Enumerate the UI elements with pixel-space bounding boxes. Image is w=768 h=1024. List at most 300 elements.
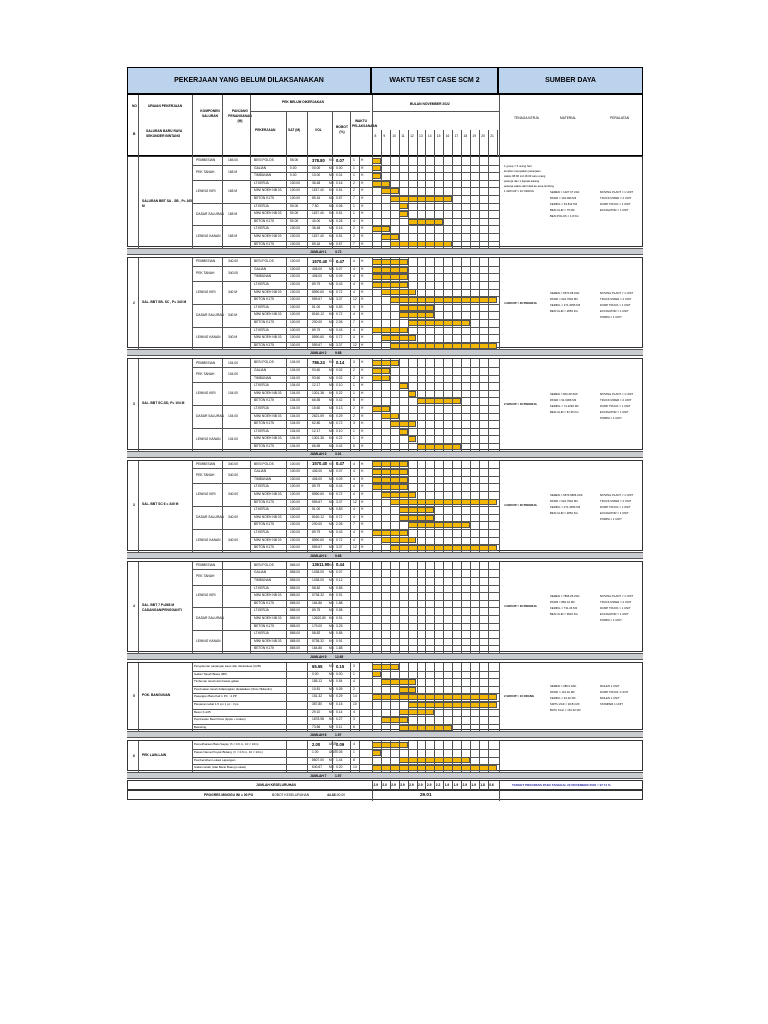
- task-bobot: 0.42: [336, 443, 343, 448]
- task-bobot: 0.07: [336, 266, 343, 271]
- grid-line-v: [434, 359, 435, 450]
- task-sat: 104.00: [290, 421, 301, 426]
- task-name: MINI NOEH NB 03: [254, 593, 282, 598]
- task-sat: 100.00: [290, 312, 301, 317]
- task-name: LT.KERJA: [254, 226, 269, 231]
- task-name: LT.KERJA: [254, 405, 269, 410]
- task-duration-unit: H: [361, 545, 364, 550]
- task-name: Pembuatan tanah didatangkan dipadatkan (Sirtu Tilikantin): [194, 686, 272, 691]
- task-vol: 378.80: [312, 157, 325, 163]
- grid-line-v: [470, 359, 471, 450]
- col-uraian: URAIAN PEKERJAAN: [148, 104, 183, 108]
- task-bobot: 0.27: [336, 717, 343, 722]
- grid-line-h: [192, 266, 250, 267]
- task-name: BESI POLOS: [254, 562, 274, 567]
- task-sat: 100.00: [290, 537, 301, 542]
- group-komponen: LENING KANAN: [196, 537, 221, 542]
- grid-line-v: [434, 663, 435, 731]
- task-duration: 4: [353, 281, 355, 286]
- grid-line-v: [381, 157, 382, 248]
- task-sat: 104.00: [290, 360, 301, 365]
- task-name: BETON K175: [254, 646, 274, 651]
- task-unit: M3: [329, 274, 334, 279]
- grid-line-v: [499, 157, 500, 248]
- peralatan-line: MOLEN 1 UNIT: [600, 684, 620, 689]
- task-name: BESI POLOS: [254, 259, 274, 264]
- material-line: BESI ULIR = 87.36 KG: [550, 409, 579, 414]
- bobot-value: 44.18: [327, 792, 336, 797]
- task-duration: 6: [353, 724, 355, 729]
- grid-line-v: [286, 258, 287, 349]
- group-komponen: PEK TANAH: [196, 574, 215, 579]
- grid-line-v: [399, 130, 400, 157]
- tenaga-kerja-line: kondisi merupakan pekerjaan: [504, 169, 541, 173]
- grid-line-v: [470, 157, 471, 248]
- task-vol: 0.00: [312, 671, 319, 676]
- task-sat: 100.00: [290, 499, 301, 504]
- material-line: BESI ULIR = 75 M3: [550, 207, 575, 212]
- grid-line-v: [390, 359, 391, 450]
- grid-line-v: [408, 663, 409, 731]
- grid-line-v: [434, 157, 435, 248]
- task-vol: 406.00: [312, 266, 323, 271]
- daily-progress: 2.9: [418, 782, 423, 787]
- task-sat: 865.00: [290, 577, 301, 582]
- jumlah-value: 3.01: [335, 452, 342, 457]
- gantt-bar: [372, 173, 381, 179]
- task-duration-unit: H: [361, 234, 364, 238]
- peralatan-line: MOVING PLANT = 1 UNIT: [600, 189, 634, 194]
- task-duration: 1: [353, 211, 355, 216]
- tenaga-kerja-line: 4 GROUP = 20 PEKERJA: [504, 503, 537, 508]
- section-name: SALURAN BBT SA - SB , P= 165 M: [142, 198, 192, 208]
- task-duration: 4: [353, 335, 355, 340]
- task-vol: 12.17: [312, 383, 321, 388]
- work-section: [127, 358, 643, 449]
- task-unit: M3: [329, 570, 334, 575]
- task-vol: 640.67: [312, 765, 323, 770]
- grid-line-h: [250, 111, 370, 112]
- task-sat: 100.00: [290, 289, 301, 294]
- grid-line-v: [461, 157, 462, 248]
- task-bobot: 0.12: [336, 577, 343, 582]
- task-duration: 5: [353, 398, 355, 403]
- grid-line-h: [372, 111, 499, 112]
- task-sat: 100.00: [290, 234, 301, 238]
- grid-line-v: [381, 741, 382, 771]
- gantt-bar: [372, 158, 381, 164]
- grid-line-v: [138, 663, 139, 731]
- task-duration: 14: [353, 765, 357, 770]
- task-name: Galian tanah (Alat Berat Buang Lokasi): [194, 765, 247, 770]
- task-duration: 4: [353, 218, 355, 223]
- task-duration: 14: [353, 694, 357, 699]
- grid-line-v: [488, 741, 489, 771]
- material-line: BATU KALI = 151.32 M3: [550, 708, 581, 713]
- task-bobot: 0.42: [336, 398, 343, 403]
- task-vol: 151.32: [312, 694, 323, 699]
- grid-line-v: [332, 359, 333, 450]
- task-vol: 29.10: [312, 709, 321, 714]
- task-unit: UNIT: [329, 749, 337, 754]
- grid-line-v: [390, 157, 391, 248]
- task-vol: 51.00: [312, 304, 321, 309]
- peralatan-line: EXCAVATOR = 1 UNIT: [600, 308, 629, 313]
- task-vol: 89.79: [312, 484, 321, 489]
- group-komponen: DASAR SALURAN: [196, 413, 224, 418]
- task-sat: 0.00: [290, 165, 297, 170]
- daily-progress: 0.6: [489, 782, 494, 787]
- task-duration-unit: H: [361, 537, 364, 542]
- peralatan-line: TRUCK MIXER = 2 UNIT: [600, 397, 632, 402]
- task-sat: 100.00: [290, 188, 301, 193]
- task-unit: KG: [329, 259, 334, 264]
- grid-line-v: [250, 95, 251, 157]
- peralatan-line: TRUCK MIXER = 2 UNIT: [600, 296, 632, 301]
- daily-progress: 1.9: [444, 782, 450, 787]
- grid-line-v: [425, 663, 426, 731]
- grid-line-v: [381, 461, 382, 552]
- tenaga-kerja-line: pekerja dan 1 kepala tukang: [504, 179, 540, 183]
- task-duration-unit: H: [361, 413, 364, 418]
- task-bobot: 0.43: [336, 484, 343, 489]
- gantt-bar: [390, 421, 417, 427]
- grid-line-v: [307, 562, 308, 653]
- task-duration: 4: [353, 507, 355, 512]
- task-vol: 12.17: [312, 428, 321, 433]
- task-unit: M3: [329, 585, 334, 590]
- jumlah-value: 12.65: [335, 654, 344, 659]
- task-duration-unit: H: [361, 360, 364, 365]
- jumlah-row: [127, 653, 643, 660]
- grid-line-v: [425, 461, 426, 552]
- material-line: SIRTU ZAK = 18.81 M3: [550, 702, 580, 707]
- task-unit: KG: [329, 390, 334, 395]
- task-duration-unit: H: [361, 327, 364, 332]
- gantt-bar: [372, 664, 399, 670]
- task-unit: M3: [329, 266, 334, 271]
- section-name: SAL. BBT SB- SC , P= 340 M: [142, 299, 187, 304]
- task-bobot: 0.02: [336, 367, 343, 372]
- task-name: MINI NOEH NB 03: [254, 312, 282, 317]
- task-unit: KG: [329, 491, 334, 496]
- task-vol: 15.60: [312, 405, 321, 410]
- group-panjang: 340.00: [228, 537, 239, 542]
- task-vol: 51.00: [312, 507, 321, 512]
- task-bobot: 0.91: [336, 593, 343, 598]
- task-name: TIMBUNAN: [254, 173, 272, 178]
- task-duration-unit: H: [361, 499, 364, 504]
- task-bobot: 0.72: [336, 289, 343, 294]
- task-bobot: 0.83: [336, 507, 343, 512]
- task-name: MINI NOEH NB 03: [254, 638, 282, 643]
- task-bobot: 0.11: [336, 724, 343, 729]
- schedule-sheet: [127, 67, 643, 944]
- task-bobot: 0.07: [336, 469, 343, 474]
- section-no: 4: [133, 604, 135, 609]
- group-komponen: PEMBESIAN: [196, 360, 216, 365]
- task-unit: M3: [329, 476, 334, 481]
- task-vol: 36.48: [312, 180, 321, 185]
- group-panjang: 165.00: [228, 158, 239, 163]
- task-bobot: 0.91: [336, 638, 343, 643]
- grid-line-v: [250, 562, 251, 653]
- task-bobot: 1.88: [336, 646, 343, 651]
- group-panjang: 340.00: [228, 515, 239, 520]
- grid-line-v: [192, 359, 193, 450]
- task-sat: 100.00: [290, 327, 301, 332]
- task-vol: 58.82: [312, 631, 321, 636]
- task-bobot: 0.54: [336, 679, 343, 684]
- task-duration-unit: H: [361, 476, 364, 481]
- task-sat: 100.00: [290, 196, 301, 200]
- task-sat: 100.00: [290, 522, 301, 527]
- task-sat: 865.00: [290, 608, 301, 613]
- jumlah-value: 3.72: [335, 249, 342, 254]
- task-duration: 4: [353, 461, 355, 466]
- grid-line-v: [461, 562, 462, 653]
- grid-line-v: [222, 258, 223, 349]
- task-unit: KG: [329, 717, 334, 722]
- task-duration-unit: H: [361, 421, 364, 426]
- task-bobot: 1.44: [336, 757, 343, 762]
- jumlah-row: [127, 731, 643, 738]
- task-unit: M3: [329, 671, 334, 676]
- time-header: WAKTU TEST CASE SCM 2: [371, 67, 498, 94]
- task-name: LT.KERJA: [254, 327, 269, 332]
- jumlah-row: [127, 451, 643, 458]
- task-bobot: 0.14: [336, 709, 343, 714]
- task-vol: 200.00: [312, 319, 323, 324]
- peralatan-line: DUMP TRUCK 1 UNIT: [600, 690, 629, 695]
- material-line: BESI ULIR = 2854 KG: [550, 308, 578, 313]
- work-section: [127, 460, 643, 551]
- gantt-bar: [399, 383, 408, 389]
- task-sat: 100.00: [290, 491, 301, 496]
- task-bobot: 0.20: [336, 765, 343, 770]
- group-komponen: PEK TANAH: [196, 169, 215, 174]
- material-line: SEMEN = 801.08 ZAK: [550, 391, 578, 396]
- peralatan-line: MOVING PLANT = 1 UNIT: [600, 391, 634, 396]
- group-panjang: 104.00: [228, 360, 239, 365]
- task-unit: KG: [329, 562, 334, 567]
- grid-line-v: [332, 562, 333, 653]
- peralatan-line: STAMPER 1 UNIT: [600, 702, 623, 707]
- day-header: 12: [410, 134, 414, 138]
- material-line: PASIR = 866.44 M3: [550, 600, 575, 605]
- grid-line-v: [350, 562, 351, 653]
- task-sat: 100.00: [290, 484, 301, 489]
- task-bobot: 0.43: [336, 281, 343, 286]
- task-vol: 8590.60: [312, 335, 324, 340]
- task-sat: 100.00: [290, 180, 301, 185]
- task-name: Pasangan Batu Kali 1 PC : 4 PP: [194, 694, 237, 699]
- task-sat: 100.00: [290, 259, 301, 264]
- grid-line-v: [138, 359, 139, 450]
- task-vol: 406.00: [312, 469, 323, 474]
- task-unit: M3: [329, 608, 334, 613]
- task-name: MINI NOEH NB 03: [254, 436, 282, 441]
- task-name: LT.KERJA: [254, 383, 269, 388]
- task-name: MINI NOEH NB 03: [254, 234, 282, 238]
- group-panjang: 340 M: [228, 335, 238, 340]
- task-bobot: 0.72: [336, 335, 343, 340]
- task-vol: 179.00: [312, 623, 323, 628]
- grid-line-v: [350, 461, 351, 552]
- peralatan-line: EXCAVATOR = 1 UNIT: [600, 409, 629, 414]
- task-bobot: 0.72: [336, 537, 343, 542]
- material-line: SEMEN = 286.0 ZAK: [550, 684, 577, 689]
- task-vol: 73.66: [312, 724, 321, 729]
- jumlah-label: JUMLAH 5: [310, 654, 327, 659]
- grid-line-v: [425, 562, 426, 653]
- grid-line-v: [443, 157, 444, 248]
- task-name: Pembesian Besi Polos (tipple + bukan): [194, 717, 246, 722]
- grid-line-v: [192, 95, 193, 157]
- grid-line-v: [470, 130, 471, 157]
- task-duration: 4: [353, 709, 355, 714]
- task-sat: 100.00: [290, 476, 301, 481]
- grid-line-v: [399, 157, 400, 248]
- task-unit: M3: [329, 226, 334, 231]
- task-duration: 3: [353, 664, 355, 668]
- task-sat: 104.00: [290, 375, 301, 380]
- task-sat: 104.00: [290, 405, 301, 410]
- task-vol: 1570.40: [312, 461, 328, 467]
- task-bobot: 3.37: [336, 545, 343, 550]
- grid-line-v: [359, 741, 360, 771]
- grid-line-v: [372, 562, 373, 653]
- task-bobot: 0.51: [336, 211, 343, 216]
- task-name: BETON K175: [254, 600, 274, 605]
- section-no: 3: [133, 503, 135, 508]
- task-duration-unit: H: [361, 522, 364, 527]
- grid-line-v: [390, 562, 391, 653]
- grid-line-v: [192, 741, 193, 771]
- gantt-bar: [399, 429, 408, 435]
- section-no: 5: [133, 694, 135, 699]
- task-duration-unit: H: [361, 304, 364, 309]
- grid-line-v: [479, 741, 480, 771]
- tenaga-kerja-line: pekerja waktu dari lokal ke area lembing: [504, 184, 554, 188]
- peralatan-line: POMPA = 1 UNIT: [600, 517, 622, 522]
- task-vol: 200.00: [312, 522, 323, 527]
- grid-line-v: [417, 562, 418, 653]
- task-sat: 50.00: [290, 211, 299, 216]
- task-duration-unit: H: [361, 514, 364, 519]
- task-duration-unit: H: [361, 218, 364, 223]
- task-duration: 7: [353, 522, 355, 527]
- task-duration: 1: [353, 383, 355, 388]
- col-waktu: WAKTU PELAKSANAAN: [352, 119, 378, 128]
- grid-line-v: [470, 562, 471, 653]
- grid-line-v: [452, 157, 453, 248]
- gantt-bar: [408, 391, 417, 397]
- grid-line-v: [408, 157, 409, 248]
- grid-line-v: [461, 130, 462, 157]
- task-vol: 1301.36: [312, 436, 324, 441]
- grid-line-v: [408, 741, 409, 771]
- material-line: PASIR = 101.42 M3: [550, 690, 575, 695]
- task-duration: 12: [353, 342, 357, 347]
- task-vol: 559.67: [312, 499, 323, 504]
- task-sat: 100.00: [290, 266, 301, 271]
- task-bobot: 0.85: [336, 585, 343, 590]
- task-name: TIMBUNAN: [254, 375, 272, 380]
- progress-label: PROGRES MINGGU INI = 00 PO: [204, 792, 254, 797]
- grid-line-v: [499, 663, 500, 731]
- task-unit: KG: [329, 312, 334, 317]
- task-duration: 5: [353, 443, 355, 448]
- grid-line-v: [461, 663, 462, 731]
- task-vol: 00.00: [312, 165, 321, 170]
- task-duration: 4: [353, 476, 355, 481]
- task-duration: 4: [353, 289, 355, 294]
- task-duration-unit: H: [361, 188, 364, 193]
- task-bobot: 0.47: [336, 461, 345, 467]
- task-name: Galian Tanah Biasa (MP): [194, 671, 228, 676]
- task-name: BETON K175: [254, 196, 274, 200]
- task-name: BETON K175: [254, 522, 274, 527]
- peralatan-line: EXCAVATOR = 1 UNIT: [600, 612, 629, 617]
- task-unit: M3: [329, 765, 334, 770]
- grid-line-v: [307, 461, 308, 552]
- material-line: BESI ULIR = 2854 KG: [550, 511, 578, 516]
- grid-line-v: [399, 741, 400, 771]
- task-vol: 2621.59: [312, 413, 324, 418]
- grid-line-v: [479, 258, 480, 349]
- task-name: BETON K175: [254, 398, 274, 403]
- task-unit: M3: [329, 577, 334, 582]
- grid-line-v: [390, 663, 391, 731]
- section-no: 3: [133, 401, 135, 406]
- group-komponen: LENING KANAN: [196, 436, 221, 441]
- task-unit: M3: [329, 319, 334, 324]
- task-bobot: 0.15: [336, 702, 343, 706]
- grid-line-v: [350, 741, 351, 771]
- group-komponen: LENING KIRI: [196, 289, 216, 294]
- task-duration: 2: [353, 405, 355, 410]
- task-name: GALIAN: [254, 570, 267, 575]
- task-vol: 164.86: [312, 600, 323, 605]
- grid-line-v: [286, 663, 287, 731]
- peralatan-line: EXCAVATOR = 1 UNIT: [600, 511, 629, 516]
- daily-progress: 2.9: [462, 782, 468, 787]
- task-vol: 1.00: [312, 749, 319, 754]
- task-duration-unit: H: [361, 375, 364, 380]
- group-panjang: 165 M: [228, 169, 238, 174]
- task-vol: 93.60: [312, 367, 321, 372]
- task-unit: KG: [329, 593, 334, 598]
- grid-line-h: [192, 203, 250, 204]
- task-bobot: 0.09: [336, 476, 343, 481]
- task-vol: 62.80: [312, 421, 321, 426]
- task-duration-unit: H: [361, 436, 364, 441]
- work-section: [127, 156, 643, 247]
- task-duration-unit: H: [361, 203, 364, 208]
- grid-line-v: [488, 562, 489, 653]
- grid-line-v: [381, 663, 382, 731]
- gantt-bar: [372, 750, 381, 756]
- grid-line-v: [372, 741, 373, 771]
- task-name: GALIAN: [254, 165, 267, 170]
- jumlah-row: [127, 772, 643, 779]
- grid-line-h: [192, 585, 250, 586]
- task-bobot: 0.05: [336, 749, 343, 754]
- task-unit: KG: [329, 360, 334, 365]
- task-name: Timbunan tanah dari bekas galian: [194, 679, 240, 684]
- task-duration: 1: [353, 436, 355, 441]
